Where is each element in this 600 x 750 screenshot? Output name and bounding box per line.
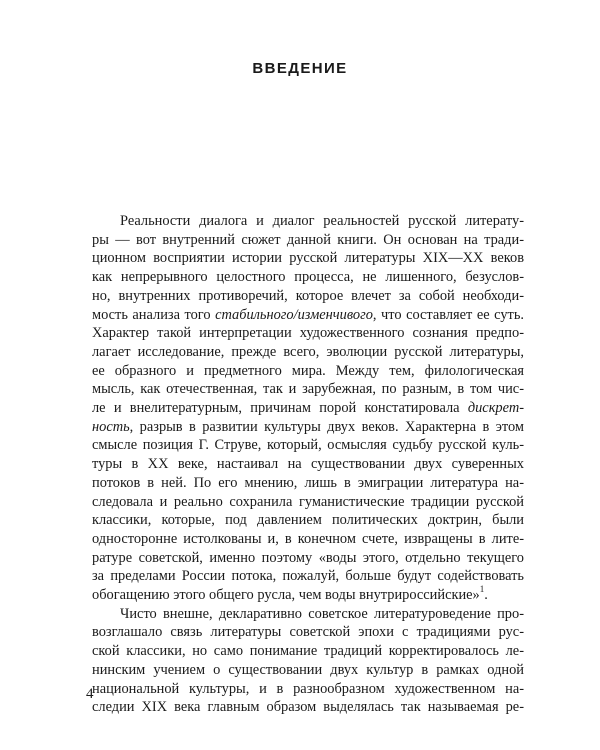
text-line [92, 586, 524, 605]
text-line: смысле позиция Г. Струве, который, осмысляя судьбу русской куль- [92, 437, 524, 454]
text-line: возглашало связь литературы советской эпохи с традициями рус- [92, 624, 524, 641]
text-line: классики, которые, под давлением политических доктрин, были [92, 512, 524, 529]
text-line: потоков в ней. По его мнению, лишь в эмиграции литература на- [92, 474, 524, 491]
text-line: национальной культуры, и в разнообразном художественном на- [92, 680, 524, 697]
text-line: односторонне истолкованы и, в конечном счете, извращены в лите- [92, 530, 524, 547]
text-line: Чисто внешне, декларативно советское литературоведение про- [120, 605, 524, 622]
text-run: ле и внелитературным, причинам порой констатировала [92, 400, 468, 417]
footnote-marker[interactable]: 1 [479, 584, 485, 595]
text-line: нинским учением о существовании двух культур в рамках одной [92, 661, 524, 678]
text-line: ры — вот внутренний сюжет данной книги. Он основан на тради- [92, 231, 524, 248]
emphasis-text: дискрет- [467, 400, 524, 417]
text-run: обогащению этого общего русла, чем воды внутрироссийские» [92, 587, 480, 604]
text-line: лагает исследование, прежде всего, эволюции русской литературы, [92, 343, 524, 360]
page-title: ВВЕДЕНИЕ [252, 60, 348, 77]
text-line [92, 399, 524, 418]
text-line: ратуре советской, именно поэтому «воды этого, отдельно текущего [92, 549, 524, 566]
text-line: ее образного и предметного мира. Между тем, филологическая [92, 362, 524, 379]
paragraph-2 [92, 605, 524, 717]
text-line [92, 306, 524, 325]
text-line: следии XIX века главным образом выделялась так называемая ре- [92, 699, 524, 716]
page-number: 4 [86, 686, 94, 702]
body-text [92, 212, 524, 717]
text-run: , что составляет ее суть. [372, 306, 524, 323]
text-line [92, 418, 524, 437]
text-line: Реальности диалога и диалог реальностей русской литерату- [120, 213, 524, 229]
text-run: мость анализа того [92, 306, 216, 323]
text-line: Характер такой интерпретации художественного сознания предпо- [92, 325, 524, 342]
emphasis-text: ность [92, 418, 130, 435]
text-line: следовала и реально сохранила гуманистические традиции русской [92, 493, 524, 510]
emphasis-text: стабильного/изменчивого [215, 306, 373, 323]
text-run: , разрыв в развитии культуры двух веков. Характерна в этом [129, 418, 524, 435]
text-line: туры в XX веке, настаивал на существовании двух суверенных [92, 456, 524, 473]
text-line: ской классики, но само понимание традиций корректировалось ле- [92, 643, 524, 660]
text-line: за пределами России потока, пожалуй, больше будут содействовать [92, 568, 524, 585]
paragraph-1 [92, 212, 524, 605]
text-run: . [484, 587, 488, 604]
text-line: но, внутренних противоречий, которое влечет за собой необходи- [92, 287, 524, 304]
text-line: мысль, как отечественная, так и зарубежная, по разным, в том чис- [92, 381, 524, 398]
text-line: ционном восприятии истории русской литературы XIX—XX веков [92, 250, 524, 267]
text-line: как непрерывного целостного процесса, не лишенного, безуслов- [92, 269, 524, 286]
